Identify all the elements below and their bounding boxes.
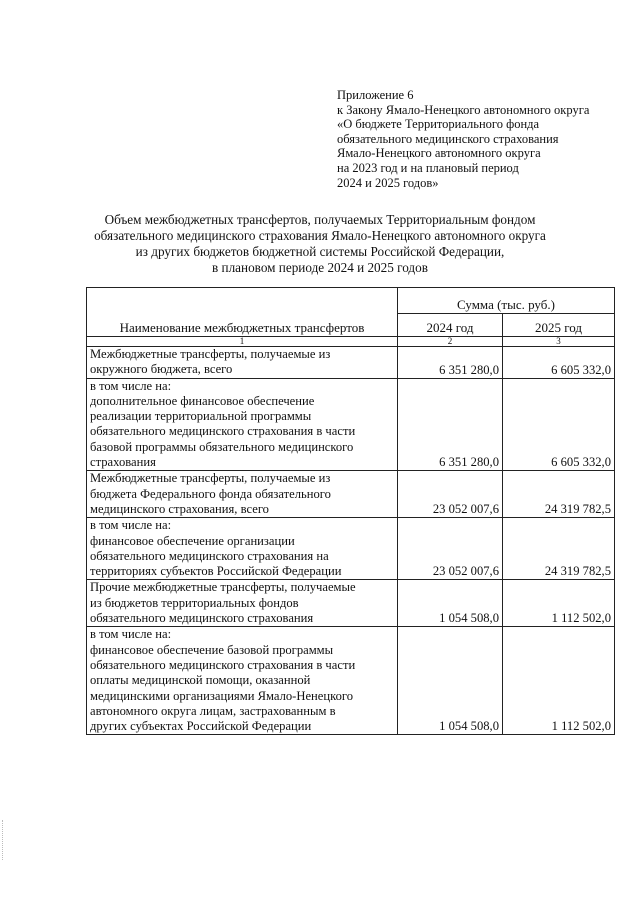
column-number: 1 <box>87 337 398 347</box>
appendix-line: Приложение 6 <box>337 88 414 102</box>
transfers-table <box>86 287 615 735</box>
amount-2025-cell: 24 319 782,5 <box>503 471 615 518</box>
transfer-name-line: обязательного медицинского страхования в части <box>90 424 356 439</box>
header-year-2025: 2025 год <box>503 313 615 336</box>
transfer-name-line: реализации территориальной программы <box>90 409 312 424</box>
appendix-line: 2024 и 2025 годов» <box>337 175 439 190</box>
transfer-name-line: оплаты медицинской помощи, оказанной <box>90 673 311 688</box>
transfer-name-line: финансовое обеспечение организации <box>90 533 295 548</box>
transfer-name-line: других субъектах Российской Федерации <box>90 719 312 734</box>
amount-2024-cell: 6 351 280,0 <box>398 347 503 379</box>
amount-2024-cell: 6 351 280,0 <box>398 378 503 471</box>
transfer-name-cell <box>87 518 398 580</box>
transfer-name-line: обязательного медицинского страхования на <box>90 548 329 563</box>
title-line: из других бюджетов бюджетной системы Российской Федерации, <box>135 244 505 259</box>
transfer-name-line: медицинскими организациями Ямало-Ненецкого <box>90 688 354 703</box>
transfer-name-line: из бюджетов территориальных фондов <box>90 595 299 610</box>
column-number: 2 <box>398 337 503 347</box>
transfer-name-line: в том числе на: <box>90 627 172 642</box>
header-name: Наименование межбюджетных трансфертов <box>87 288 398 337</box>
table-row <box>87 580 615 627</box>
appendix-note <box>337 88 627 190</box>
appendix-line: к Закону Ямало-Ненецкого автономного округа <box>337 102 590 117</box>
document-title <box>60 212 580 276</box>
transfer-name-line: автономного округа лицам, застрахованным в <box>90 703 336 718</box>
column-number: 3 <box>503 337 615 347</box>
amount-2024-cell: 1 054 508,0 <box>398 580 503 627</box>
transfer-name-line: медицинского страхования, всего <box>90 501 269 516</box>
transfer-name-line: в том числе на: <box>90 518 172 533</box>
transfer-name-cell <box>87 347 398 379</box>
table-row <box>87 378 615 471</box>
title-line: Объем межбюджетных трансфертов, получаемых Территориальным фондом <box>104 212 536 227</box>
table-row <box>87 347 615 379</box>
appendix-line: «О бюджете Территориального фонда <box>337 117 540 132</box>
transfer-name-line: Межбюджетные трансферты, получаемые из <box>90 347 331 361</box>
amount-2024-cell: 23 052 007,6 <box>398 518 503 580</box>
transfer-name-line: территориях субъектов Российской Федерации <box>90 564 342 579</box>
transfer-name-line: Прочие межбюджетные трансферты, получаемые <box>90 580 356 595</box>
table-row <box>87 471 615 518</box>
amount-2025-cell: 1 112 502,0 <box>503 580 615 627</box>
table-body <box>87 347 615 735</box>
header-year-2024: 2024 год <box>398 313 503 336</box>
amount-2024-cell: 23 052 007,6 <box>398 471 503 518</box>
transfer-name-line: Межбюджетные трансферты, получаемые из <box>90 471 331 486</box>
transfer-name-line: дополнительное финансовое обеспечение <box>90 393 315 408</box>
transfer-name-line: в том числе на: <box>90 378 172 393</box>
title-line: в плановом периоде 2024 и 2025 годов <box>212 260 428 275</box>
transfer-name-cell <box>87 378 398 471</box>
transfer-name-line: финансовое обеспечение базовой программы <box>90 642 334 657</box>
amount-2025-cell: 6 605 332,0 <box>503 378 615 471</box>
amount-2025-cell: 1 112 502,0 <box>503 627 615 735</box>
appendix-line: на 2023 год и на плановый период <box>337 160 519 175</box>
transfer-name-line: обязательного медицинского страхования <box>90 611 314 626</box>
transfer-name-cell <box>87 580 398 627</box>
transfer-name-cell <box>87 627 398 735</box>
transfer-name-line: базовой программы обязательного медицинского <box>90 439 354 454</box>
title-line: обязательного медицинского страхования Ямало-Ненецкого автономного округа <box>94 228 546 243</box>
appendix-line: Ямало-Ненецкого автономного округа <box>337 146 541 161</box>
table-row <box>87 518 615 580</box>
scan-edge-mark <box>2 820 4 860</box>
transfer-name-line: окружного бюджета, всего <box>90 362 233 377</box>
amount-2025-cell: 6 605 332,0 <box>503 347 615 379</box>
header-sum: Сумма (тыс. руб.) <box>398 288 615 314</box>
transfer-name-line: обязательного медицинского страхования в части <box>90 657 356 672</box>
amount-2024-cell: 1 054 508,0 <box>398 627 503 735</box>
appendix-line: обязательного медицинского страхования <box>337 131 559 146</box>
transfer-name-line: бюджета Федерального фонда обязательного <box>90 486 331 501</box>
table-row <box>87 627 615 735</box>
transfer-name-cell <box>87 471 398 518</box>
transfer-name-line: страхования <box>90 455 156 470</box>
amount-2025-cell: 24 319 782,5 <box>503 518 615 580</box>
